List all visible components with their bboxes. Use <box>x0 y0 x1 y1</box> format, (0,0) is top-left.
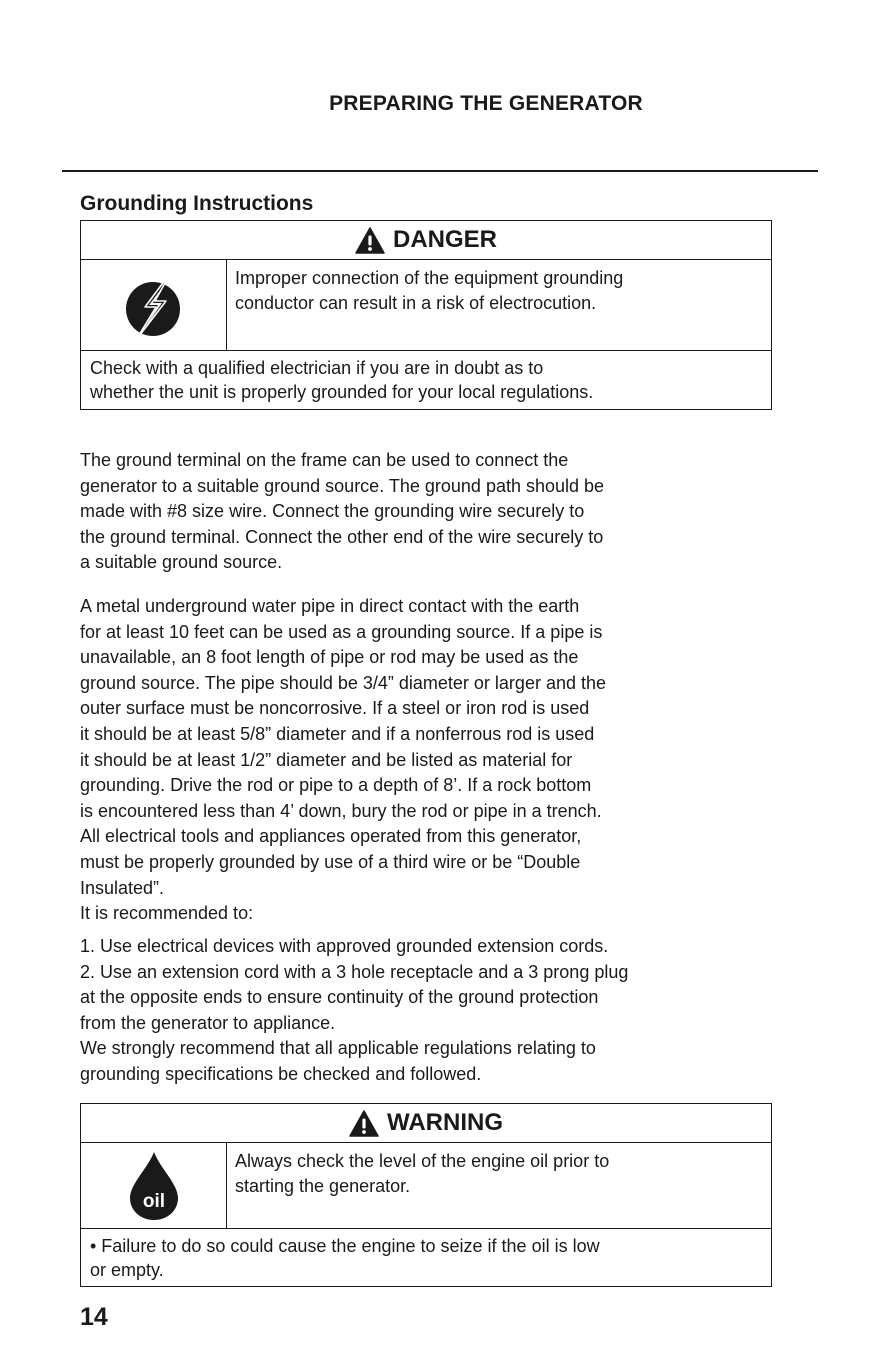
warning-message: Always check the level of the engine oil prior to starting the generator. <box>235 1151 610 1196</box>
oil-icon-text: oil <box>142 1190 165 1212</box>
danger-message: Improper connection of the equipment grounding conductor can result in a risk of electrocution. <box>235 268 624 313</box>
danger-icon-cell <box>81 260 227 350</box>
warning-label: WARNING <box>387 1109 503 1136</box>
section-title: Grounding Instructions <box>80 192 314 215</box>
oil-drop-icon <box>124 1150 184 1222</box>
grounding-source-paragraph: A metal underground water pipe in direct contact with the earth for at least 10 feet can be used as a grounding source. If a pipe is unavailable, an 8 foot length of pipe or rod may be used as the ground source. The pipe should be 3/4” diameter or larger and the outer surface must be noncorrosive. If a steel or iron rod is used it should be at least 5/8” diameter and if a nonferrous rod is used it should be at least 1/2” diameter and be listed as material for grounding. Drive the rod or pipe to a depth of 8’. If a rock bottom is encountered less than 4’ down, bury the rod or pipe in a trench. All electrical tools and appliances operated from this generator, must be properly grounded by use of a third wire or be “Double Insulated”. It is recommended to: <box>80 596 606 924</box>
danger-note: Check with a qualified electrician if you are in doubt as to whether the unit is properly grounded for your local regulations. <box>90 358 594 402</box>
alert-triangle-icon <box>349 1110 379 1137</box>
warning-header <box>81 1104 771 1143</box>
warning-note: • Failure to do so could cause the engine to seize if the oil is low or empty. <box>90 1236 600 1280</box>
danger-header <box>81 221 771 260</box>
danger-body <box>81 260 771 351</box>
recommendations-paragraph: 1. Use electrical devices with approved grounded extension cords. 2. Use an extension cord with a 3 hole receptacle and a 3 prong plug at the opposite ends to ensure continuity of the ground protection from the generator to appliance. We strongly recommend that all applicable regulations relating to grounding specifications be checked and followed. <box>80 936 629 1084</box>
lightning-bolt-icon <box>116 267 192 343</box>
warning-icon-cell <box>81 1143 227 1228</box>
warning-body <box>81 1143 771 1229</box>
page-header-title: PREPARING THE GENERATOR <box>329 92 643 115</box>
warning-box <box>80 1103 772 1287</box>
alert-triangle-icon <box>355 227 385 254</box>
page-number: 14 <box>80 1303 108 1331</box>
danger-label: DANGER <box>392 226 497 253</box>
ground-terminal-paragraph: The ground terminal on the frame can be used to connect the generator to a suitable ground source. The ground path should be made with #8 size wire. Connect the grounding wire securely to the ground terminal. Connect the other end of the wire securely to a suitable ground source. <box>80 450 605 573</box>
header-divider <box>62 170 818 172</box>
danger-box <box>80 220 772 410</box>
